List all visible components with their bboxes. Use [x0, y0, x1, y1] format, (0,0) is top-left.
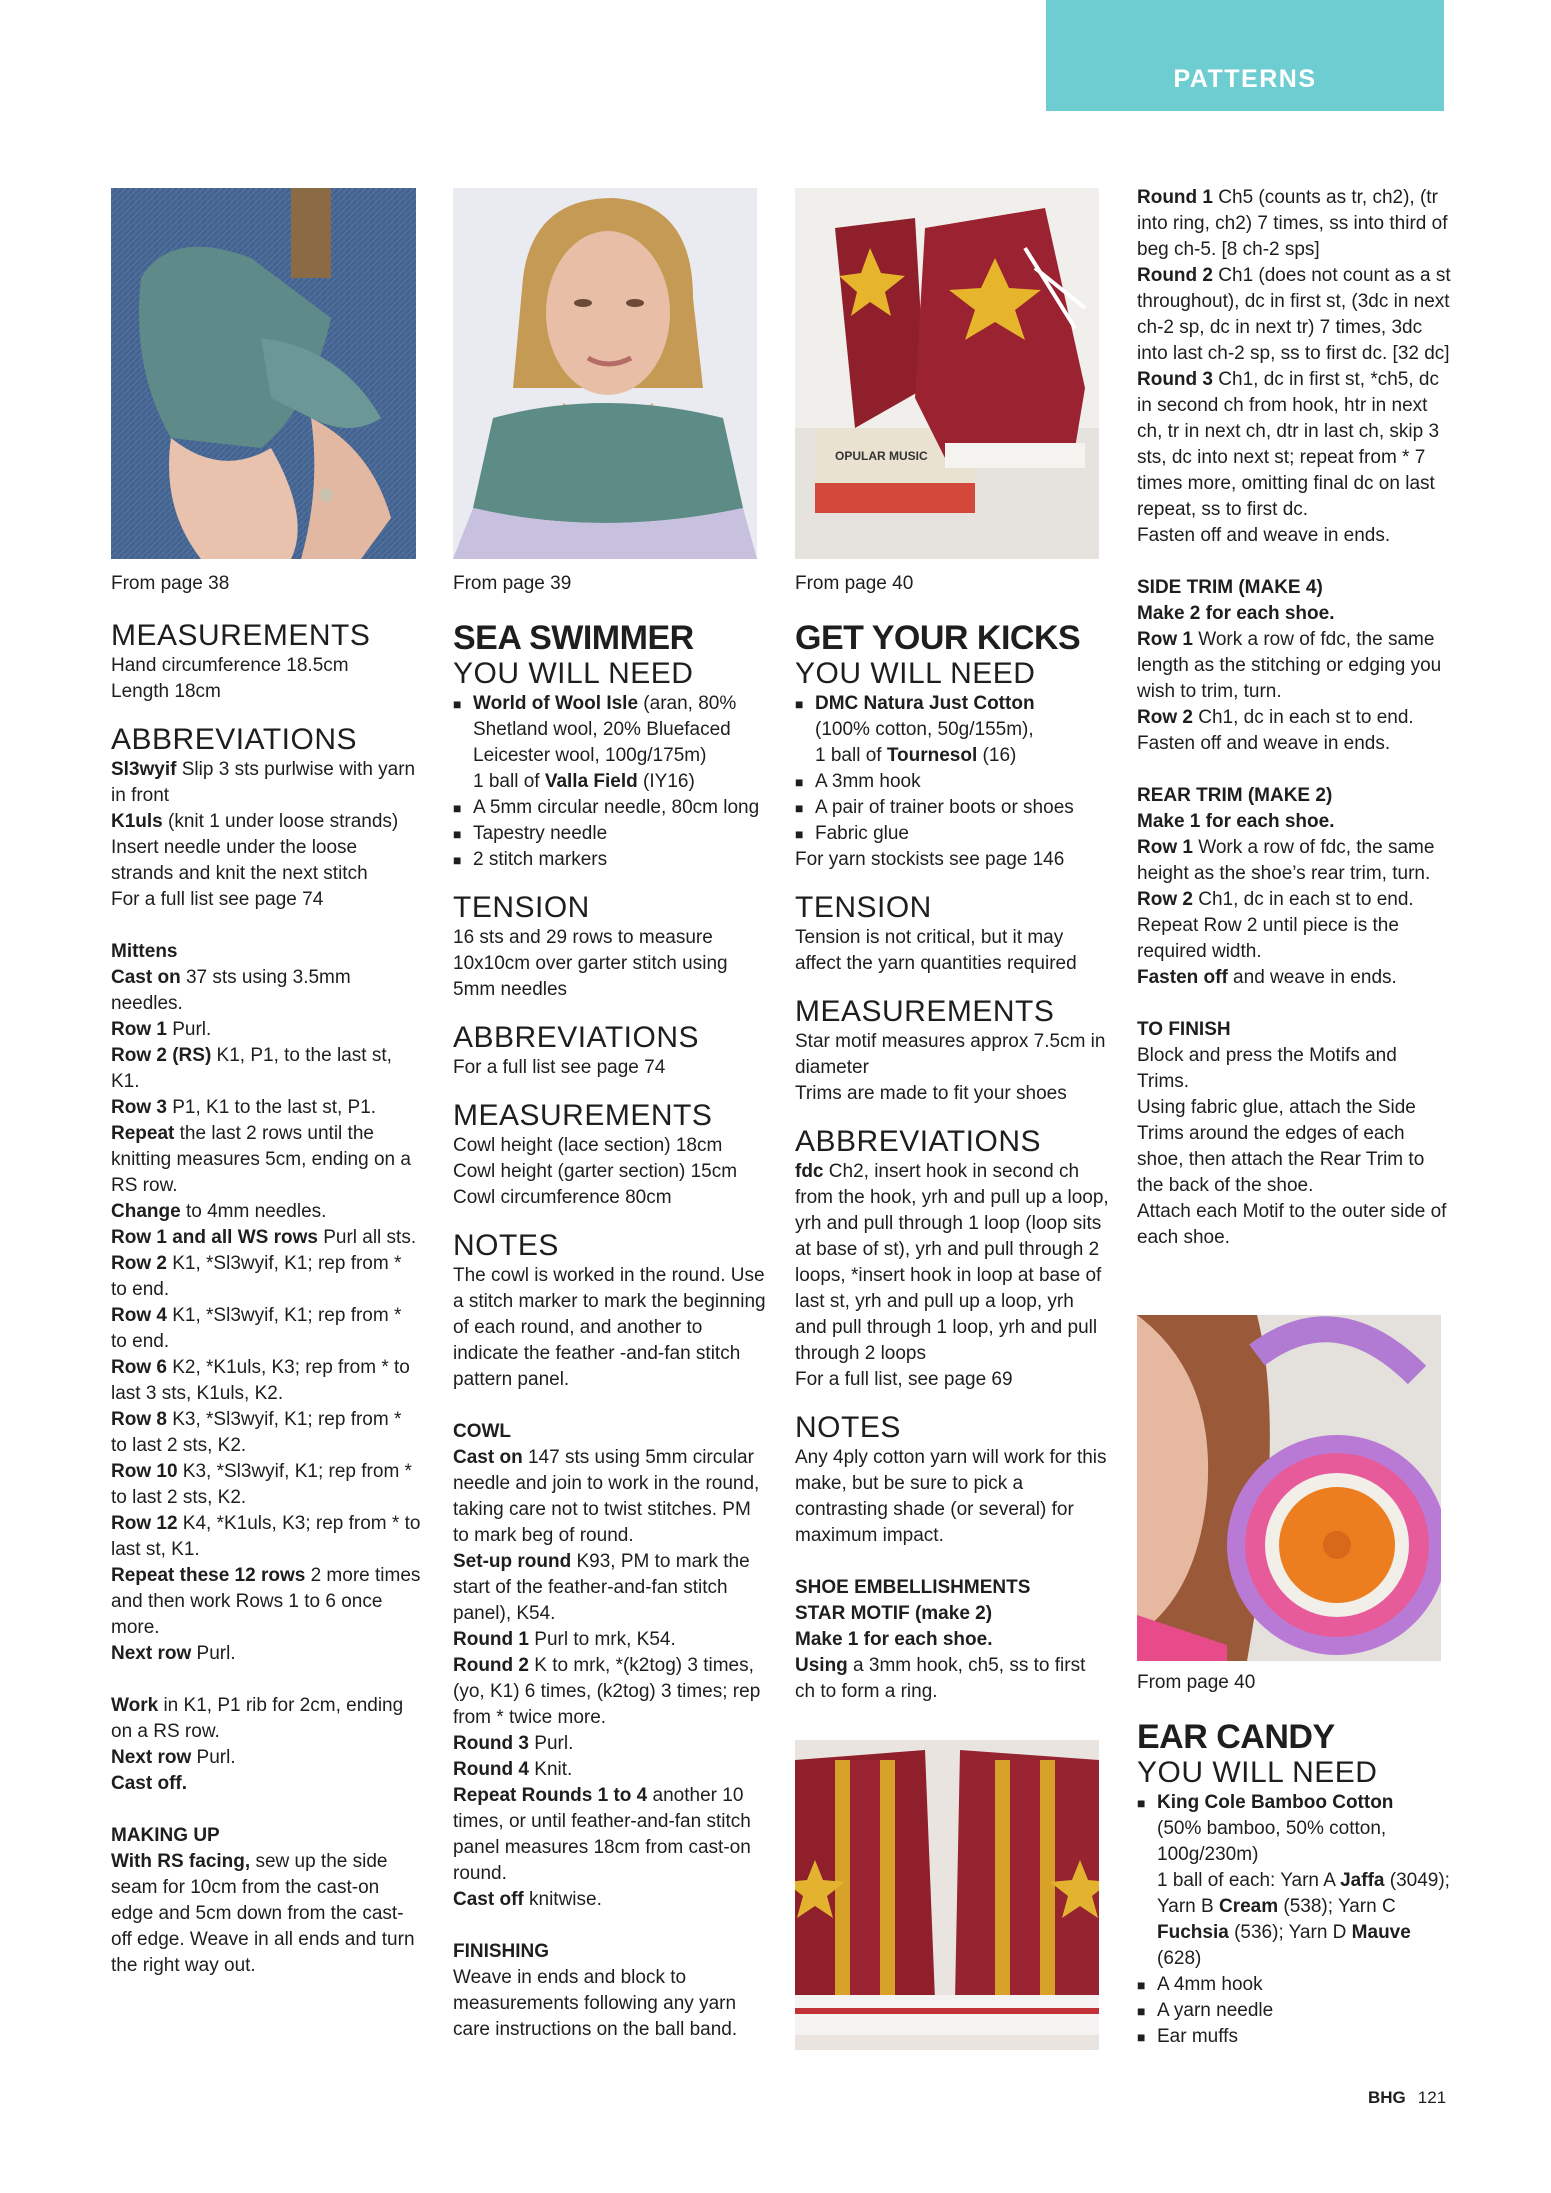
pattern-step: Work in K1, P1 rib for 2cm, ending on a RS row.	[111, 1695, 404, 1742]
pattern-title: GET YOUR KICKS	[795, 619, 1081, 657]
pattern-step: Row 10 K3, *Sl3wyif, K1; rep from * to last 2 sts, K2.	[111, 1461, 412, 1508]
cowl-steps	[453, 1445, 768, 1913]
make-note: Make 2 for each shoe.	[1137, 603, 1335, 624]
needs-item: ■ A 3mm hook	[795, 769, 1110, 795]
needs-item-detail: (100% cotton, 50g/155m),	[815, 719, 1034, 740]
ear-muffs-photo	[1137, 1315, 1441, 1661]
pattern-step: Next row Purl.	[111, 1747, 236, 1768]
shoes-back-photo	[795, 1740, 1099, 2050]
needs-item-detail: 1 ball of each: Yarn A Jaffa (3049); Yarn B Cream (538); Yarn C Fuchsia (536); Yarn D Mauve (628)	[1157, 1870, 1450, 1969]
notes-text: Any 4ply cotton yarn will work for this make, but be sure to pick a contrasting shade (or several) for maximum impact.	[795, 1447, 1107, 1546]
pattern-step: Row 1 Work a row of fdc, the same height as the shoe’s rear trim, turn.	[1137, 837, 1435, 884]
needs-item: ■ World of Wool Isle (aran, 80% Shetland wool, 20% Bluefaced Leicester wool, 100g/175m)	[453, 691, 768, 769]
photo-caption: From page 39	[453, 573, 572, 594]
pattern-step: Row 2 (RS) K1, P1, to the last st, K1.	[111, 1045, 392, 1092]
section-banner	[1046, 0, 1444, 111]
pattern-step: Next row Purl.	[111, 1643, 236, 1664]
page-number: 121	[1417, 2088, 1447, 2107]
pattern-step: Row 2 Ch1, dc in each st to end.	[1137, 707, 1414, 728]
pattern-step: Fasten off and weave in ends.	[1137, 967, 1397, 988]
you-will-need-heading: YOU WILL NEED	[1137, 1756, 1378, 1789]
measurement-line: Star motif measures approx 7.5cm in diameter	[795, 1031, 1106, 1078]
make-note: Make 1 for each shoe.	[795, 1629, 993, 1650]
measurement-line: Length 18cm	[111, 681, 221, 702]
pattern-step: Round 2 Ch1 (does not count as a st throughout), dc in first st, (3dc in next ch-2 sp, dc in next tr) 7 times, 3dc into last ch-2 sp, ss to first dc. [32 dc]	[1137, 265, 1451, 364]
pattern-step: Repeat the last 2 rows until the knitting measures 5cm, ending on a RS row.	[111, 1123, 411, 1196]
measurement-line: Cowl height (garter section) 15cm	[453, 1161, 738, 1182]
needs-item-detail: 1 ball of Valla Field (IY16)	[473, 771, 695, 792]
pattern-step: Repeat Row 2 until piece is the required width.	[1137, 915, 1399, 962]
measurements-heading: MEASUREMENTS	[453, 1099, 713, 1132]
you-will-need-heading: YOU WILL NEED	[795, 657, 1036, 690]
needs-item: ■ A pair of trainer boots or shoes	[795, 795, 1110, 821]
column-2	[453, 571, 768, 2043]
stockists-note: For yarn stockists see page 146	[795, 849, 1065, 870]
pattern-step: Round 2 K to mrk, *(k2tog) 3 times, (yo, K1) 6 times, (k2tog) 3 times; rep from * twice more.	[453, 1655, 761, 1728]
photo-caption: From page 38	[111, 573, 230, 594]
pattern-title: SEA SWIMMER	[453, 619, 694, 657]
pattern-step: Round 3 Purl.	[453, 1733, 574, 1754]
pattern-step: Row 1 Work a row of fdc, the same length as the stitching or edging you wish to trim, turn.	[1137, 629, 1442, 702]
mittens-photo	[111, 188, 416, 559]
tension-text: 16 sts and 29 rows to measure 10x10cm over garter stitch using 5mm needles	[453, 927, 728, 1000]
pattern-step: Row 1 and all WS rows Purl all sts.	[111, 1227, 417, 1248]
finishing-heading: FINISHING	[453, 1941, 550, 1962]
to-finish-heading: TO FINISH	[1137, 1019, 1231, 1040]
tension-heading: TENSION	[795, 891, 932, 924]
measurement-line: Trims are made to fit your shoes	[795, 1083, 1067, 1104]
needs-item: ■ Tapestry needle	[453, 821, 768, 847]
pattern-step: Round 4 Knit.	[453, 1759, 573, 1780]
measurements-heading: MEASUREMENTS	[795, 995, 1055, 1028]
measurement-line: Cowl height (lace section) 18cm	[453, 1135, 723, 1156]
pattern-step: Set-up round K93, PM to mark the start of the feather-and-fan stitch panel), K54.	[453, 1551, 750, 1624]
ear-candy-section	[1137, 1670, 1452, 2050]
pattern-step: Cast off.	[111, 1773, 187, 1794]
cowl-heading: COWL	[453, 1421, 512, 1442]
side-trim-heading: SIDE TRIM (MAKE 4)	[1137, 577, 1323, 598]
measurements-heading: MEASUREMENTS	[111, 619, 371, 652]
abbreviations-heading: ABBREVIATIONS	[111, 723, 358, 756]
book-spine-text: OPULAR MUSIC	[835, 449, 928, 463]
pattern-step: Row 12 K4, *K1uls, K3; rep from * to last st, K1.	[111, 1513, 421, 1560]
tension-text: Tension is not critical, but it may affect the yarn quantities required	[795, 927, 1077, 974]
section-label: PATTERNS	[1173, 65, 1317, 93]
pattern-step: Fasten off and weave in ends.	[1137, 733, 1391, 754]
needs-item-detail: (50% bamboo, 50% cotton, 100g/230m)	[1157, 1818, 1387, 1865]
pattern-step: Repeat Rounds 1 to 4 another 10 times, or until feather-and-fan stitch panel measures 18cm from cast-on round.	[453, 1785, 751, 1884]
star-motif-heading: STAR MOTIF (make 2)	[795, 1603, 993, 1624]
pattern-step: Row 6 K2, *K1uls, K3; rep from * to last 3 sts, K1uls, K2.	[111, 1357, 410, 1404]
finishing-text: Weave in ends and block to measurements following any yarn care instructions on the ball band.	[453, 1967, 738, 2040]
shoe-embellishments-heading: SHOE EMBELLISHMENTS	[795, 1577, 1031, 1598]
photo-caption: From page 40	[1137, 1672, 1256, 1693]
full-list-note: For a full list see page 74	[111, 889, 324, 910]
pattern-step: Round 1 Ch5 (counts as tr, ch2), (tr into ring, ch2) 7 times, ss into third of beg ch-5. [8 ch-2 sps]	[1137, 187, 1448, 260]
notes-heading: NOTES	[795, 1411, 901, 1444]
pattern-step: Cast on 147 sts using 5mm circular needle and join to work in the round, taking care not to twist stitches. PM to mark beg of round.	[453, 1447, 760, 1546]
needs-item-detail: 1 ball of Tournesol (16)	[815, 745, 1017, 766]
notes-heading: NOTES	[453, 1229, 559, 1262]
pattern-step: Repeat these 12 rows 2 more times and then work Rows 1 to 6 once more.	[111, 1565, 421, 1638]
pattern-step: Row 1 Purl.	[111, 1019, 212, 1040]
photo-caption: From page 40	[795, 573, 914, 594]
pattern-step: Row 4 K1, *Sl3wyif, K1; rep from * to end.	[111, 1305, 402, 1352]
pattern-step: Round 1 Purl to mrk, K54.	[453, 1629, 676, 1650]
making-up-text: With RS facing, sew up the side seam for 10cm from the cast-on edge and 5cm down from the cast-off edge. Weave in all ends and turn the right way out.	[111, 1851, 415, 1976]
mittens-heading: Mittens	[111, 941, 178, 962]
abbreviations-heading: ABBREVIATIONS	[453, 1021, 700, 1054]
full-list-note: For a full list, see page 69	[795, 1369, 1013, 1390]
tension-heading: TENSION	[453, 891, 590, 924]
make-note: Make 1 for each shoe.	[1137, 811, 1335, 832]
making-up-heading: MAKING UP	[111, 1825, 220, 1846]
measurement-line: Hand circumference 18.5cm	[111, 655, 349, 676]
column-1	[111, 571, 421, 1979]
magazine-name: BHG	[1368, 2088, 1406, 2107]
pattern-step: Round 3 Ch1, dc in first st, *ch5, dc in second ch from hook, htr in next ch, tr in next ch, dtr in last ch, skip 3 sts, dc into next st; repeat from * 7 times more, omitting final dc on last repeat, ss to first dc.	[1137, 369, 1440, 520]
pattern-step: Row 2 K1, *Sl3wyif, K1; rep from * to end.	[111, 1253, 402, 1300]
pattern-step: Row 8 K3, *Sl3wyif, K1; rep from * to last 2 sts, K2.	[111, 1409, 402, 1456]
needs-item: ■ 2 stitch markers	[453, 847, 768, 873]
needs-item: ■ A yarn needle	[1137, 1998, 1452, 2024]
pattern-title: EAR CANDY	[1137, 1718, 1335, 1756]
needs-item: ■ King Cole Bamboo Cotton	[1137, 1790, 1452, 1816]
page-footer	[1368, 2088, 1446, 2108]
finish-step: Using fabric glue, attach the Side Trims around the edges of each shoe, then attach the Rear Trim to the back of the shoe.	[1137, 1097, 1425, 1196]
needs-item: ■ A 4mm hook	[1137, 1972, 1452, 1998]
abbreviations-text: For a full list see page 74	[453, 1057, 666, 1078]
column-4	[1137, 185, 1452, 1251]
mittens-steps	[111, 965, 421, 1667]
column-3	[795, 571, 1110, 1705]
abbreviation-item: fdc Ch2, insert hook in second ch from the hook, yrh and pull up a loop, yrh and pull through 1 loop (loop sits at base of st), yrh and pull through 2 loops, *insert hook in loop at base of last st, yrh and pull up a loop, yrh and pull through 1 loop, yrh and pull through 2 loops	[795, 1161, 1109, 1364]
notes-text: The cowl is worked in the round. Use a stitch marker to mark the beginning of each round, and another to indicate the feather -and-fan stitch pattern panel.	[453, 1265, 766, 1390]
finish-step: Attach each Motif to the outer side of each shoe.	[1137, 1201, 1447, 1248]
pattern-step: Using a 3mm hook, ch5, ss to first ch to form a ring.	[795, 1655, 1086, 1702]
pattern-step: Row 3 P1, K1 to the last st, P1.	[111, 1097, 377, 1118]
abbreviations-heading: ABBREVIATIONS	[795, 1125, 1042, 1158]
abbreviation-item: K1uls (knit 1 under loose strands) Insert needle under the loose strands and knit the next stitch	[111, 811, 399, 884]
shoes-photo	[795, 188, 1099, 559]
pattern-step: Change to 4mm needles.	[111, 1201, 327, 1222]
measurement-line: Cowl circumference 80cm	[453, 1187, 672, 1208]
abbreviation-item: Sl3wyif Slip 3 sts purlwise with yarn in front	[111, 759, 416, 806]
finish-step: Block and press the Motifs and Trims.	[1137, 1045, 1397, 1092]
pattern-step: Cast off knitwise.	[453, 1889, 602, 1910]
cowl-photo	[453, 188, 757, 559]
you-will-need-heading: YOU WILL NEED	[453, 657, 694, 690]
pattern-step: Cast on 37 sts using 3.5mm needles.	[111, 967, 351, 1014]
needs-item: ■ Ear muffs	[1137, 2024, 1452, 2050]
rear-trim-heading: REAR TRIM (MAKE 2)	[1137, 785, 1333, 806]
pattern-step: Fasten off and weave in ends.	[1137, 525, 1391, 546]
needs-item: ■ Fabric glue	[795, 821, 1110, 847]
needs-item: ■ A 5mm circular needle, 80cm long	[453, 795, 768, 821]
needs-item: ■ DMC Natura Just Cotton	[795, 691, 1110, 717]
pattern-step: Row 2 Ch1, dc in each st to end.	[1137, 889, 1414, 910]
